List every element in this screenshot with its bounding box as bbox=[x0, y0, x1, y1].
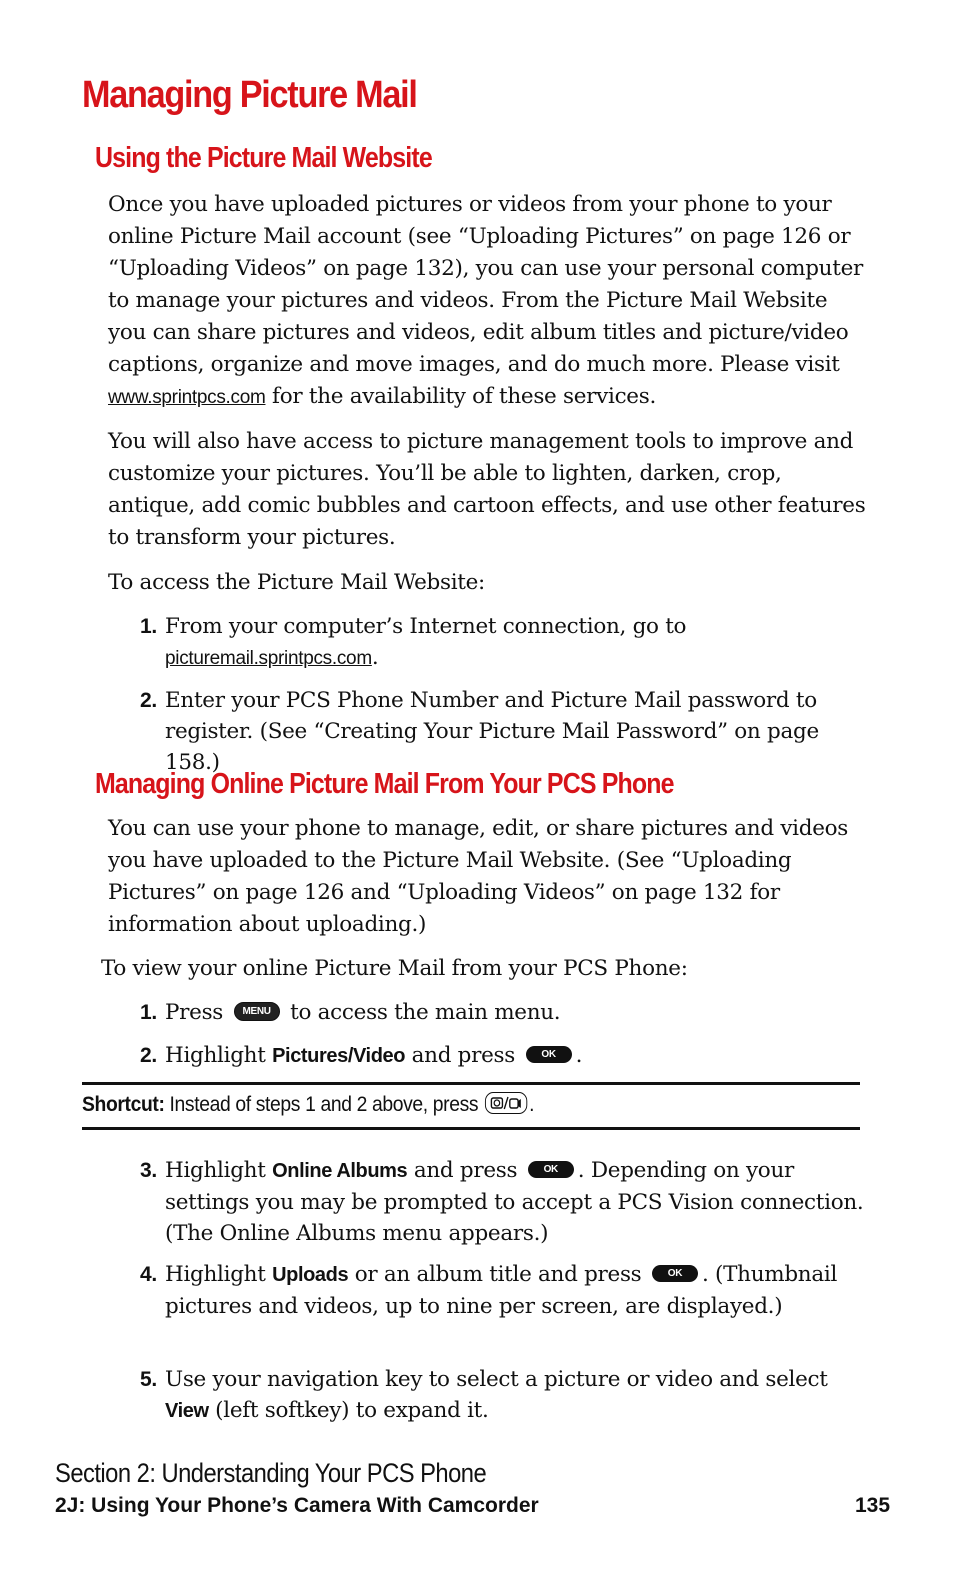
access-intro: To access the Picture Mail Website: bbox=[108, 570, 485, 595]
step-text: . (Thumbnail pictures and videos, up to nine per screen, are displayed.) bbox=[165, 1262, 838, 1319]
step-text: or an album title and press bbox=[354, 1262, 642, 1287]
menu-item-pictures-video: Pictures/Video bbox=[272, 1045, 406, 1067]
shortcut-text: Instead of steps 1 and 2 above, press bbox=[169, 1093, 479, 1116]
page-number: 135 bbox=[855, 1494, 891, 1517]
list-item bbox=[140, 1040, 870, 1072]
step-text: Use your navigation key to select a picture or video and select bbox=[165, 1367, 828, 1392]
footer-chapter-title: 2J: Using Your Phone’s Camera With Camcorder bbox=[55, 1494, 539, 1517]
step-number: 4. bbox=[140, 1263, 157, 1286]
step-text: Highlight bbox=[165, 1043, 266, 1068]
list-item bbox=[140, 1364, 870, 1427]
paragraph-text: for the availability of these services. bbox=[272, 384, 656, 409]
shortcut-end: . bbox=[529, 1093, 535, 1116]
list-item bbox=[140, 1259, 870, 1322]
list-item bbox=[140, 685, 870, 778]
shortcut-bottom-rule bbox=[82, 1127, 860, 1130]
ok-key-icon: OK bbox=[528, 1161, 574, 1178]
step-text-end: . bbox=[371, 645, 379, 670]
list-item bbox=[140, 611, 870, 674]
step-number: 2. bbox=[140, 1044, 157, 1067]
ok-key-icon: OK bbox=[652, 1265, 698, 1282]
paragraph-management-tools: You will also have access to picture management tools to improve and customize your pictures. You’ll be able to lighten, darken, crop, antique, add comic bubbles and cartoon effects, and use other features to transform your pictures. bbox=[108, 429, 866, 550]
menu-key-icon: MENU bbox=[234, 1002, 280, 1021]
view-intro: To view your online Picture Mail from your PCS Phone: bbox=[101, 956, 688, 981]
menu-item-uploads: Uploads bbox=[272, 1264, 349, 1286]
step-text: (left softkey) to expand it. bbox=[215, 1398, 489, 1423]
picturemail-link[interactable]: picturemail.sprintpcs.com bbox=[165, 648, 372, 669]
step-text: and press bbox=[413, 1158, 518, 1183]
camera-key-icon bbox=[485, 1092, 527, 1114]
list-item bbox=[140, 997, 870, 1028]
step-number: 2. bbox=[140, 689, 157, 712]
ok-key-icon: OK bbox=[526, 1046, 572, 1063]
step-number: 5. bbox=[140, 1368, 157, 1391]
step-text: Press bbox=[165, 1000, 224, 1025]
paragraph-phone-manage: You can use your phone to manage, edit, or share pictures and videos you have uploaded to the Picture Mail Website. (See “Uploading Pictures” on page 126 and “Uploading Videos” on page 132 for information about uploading.) bbox=[108, 816, 849, 937]
shortcut-note bbox=[82, 1093, 534, 1117]
section-heading-online-picture-mail: Managing Online Picture Mail From Your PCS Phone bbox=[95, 768, 674, 800]
list-item bbox=[140, 1155, 870, 1249]
step-text: Highlight bbox=[165, 1158, 266, 1183]
shortcut-label: Shortcut: bbox=[82, 1093, 165, 1116]
paragraph-text: Once you have uploaded pictures or videos from your phone to your online Picture Mail account (see “Uploading Pictures” on page 126 or “Uploading Videos” on page 132), you can use your personal computer to manage your pictures and videos. From the Picture Mail Website you can share pictures and videos, edit album titles and picture/video captions, organize and move images, and do much more. Please visit bbox=[108, 192, 863, 377]
step-text: to access the main menu. bbox=[290, 1000, 561, 1025]
shortcut-top-rule bbox=[82, 1082, 860, 1085]
page-title: Managing Picture Mail bbox=[82, 74, 417, 116]
footer-section-title: Section 2: Understanding Your PCS Phone bbox=[55, 1458, 487, 1488]
section-heading-picture-mail-website: Using the Picture Mail Website bbox=[95, 142, 432, 174]
step-number: 1. bbox=[140, 615, 157, 638]
step-text: Highlight bbox=[165, 1262, 266, 1287]
step-number: 1. bbox=[140, 1001, 157, 1024]
step-text: Enter your PCS Phone Number and Picture Mail password to register. (See “Creating Your Picture Mail Password” on page 158.) bbox=[165, 688, 819, 775]
menu-item-online-albums: Online Albums bbox=[272, 1160, 408, 1182]
softkey-view: View bbox=[165, 1400, 209, 1422]
step-number: 3. bbox=[140, 1159, 157, 1182]
step-text-end: . bbox=[575, 1043, 583, 1068]
step-text: From your computer’s Internet connection, go to bbox=[165, 614, 687, 639]
paragraph-website-intro bbox=[108, 189, 868, 414]
step-text: . Depending on your settings you may be prompted to accept a PCS Vision connection. (The Online Albums menu appears.) bbox=[165, 1158, 864, 1246]
step-text: and press bbox=[411, 1043, 516, 1068]
sprintpcs-link[interactable]: www.sprintpcs.com bbox=[108, 387, 266, 408]
